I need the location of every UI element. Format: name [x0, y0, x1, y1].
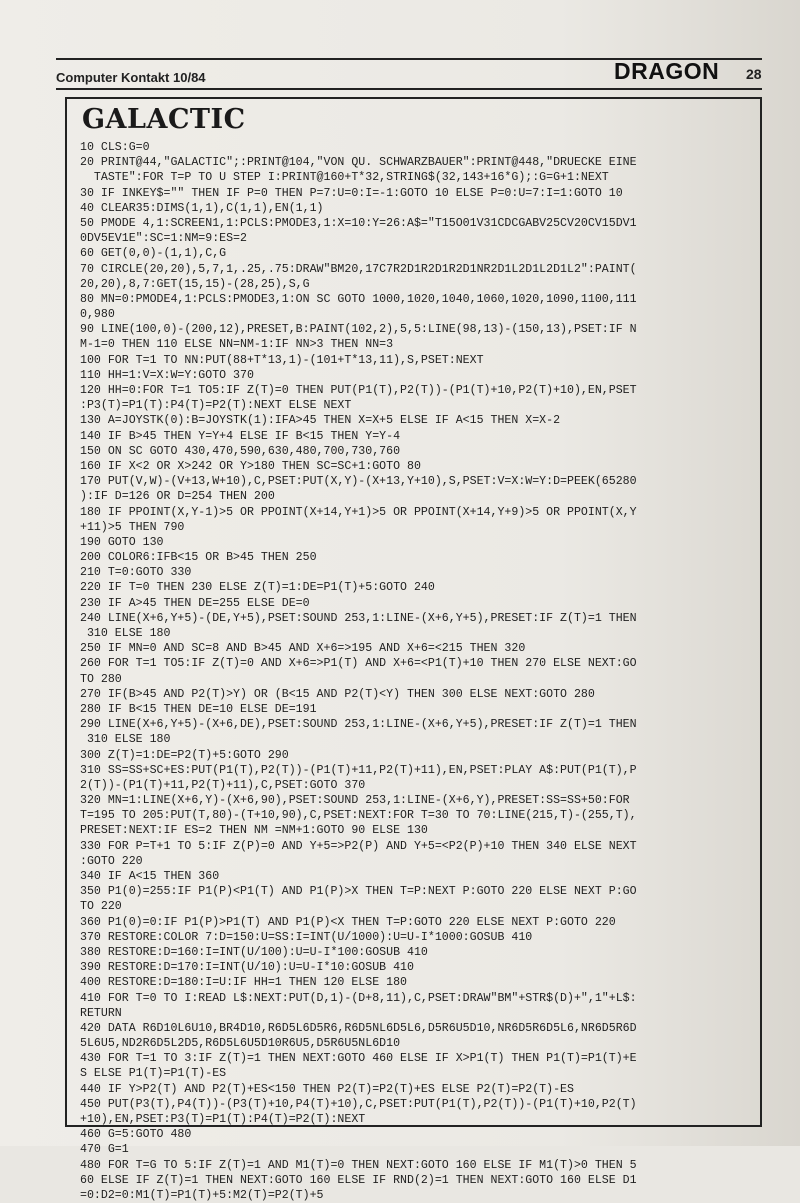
- code-line: ):IF D=126 OR D=254 THEN 200: [80, 490, 275, 504]
- code-line: 160 IF X<2 OR X>242 OR Y>180 THEN SC=SC+1:GOTO 80: [80, 459, 421, 473]
- code-line: 360 P1(0)=0:IF P1(P)>P1(T) AND P1(P)<X THEN T=P:GOTO 220 ELSE NEXT P:GOTO 220: [80, 915, 616, 929]
- code-line: 270 IF(B>45 AND P2(T)>Y) OR (B<15 AND P2(T)<Y) THEN 300 ELSE NEXT:GOTO 280: [80, 687, 595, 701]
- code-line: TO 220: [80, 900, 122, 914]
- code-line: PRESET:NEXT:IF ES=2 THEN NM =NM+1:GOTO 90 ELSE 130: [80, 824, 428, 838]
- code-line: 150 ON SC GOTO 430,470,590,630,480,700,730,760: [80, 444, 401, 458]
- header-rule-bottom: [56, 88, 762, 90]
- code-line: 40 CLEAR35:DIMS(1,1),C(1,1),EN(1,1): [80, 201, 324, 215]
- listing-title: GALACTIC: [82, 104, 246, 135]
- code-line: 0DV5EV1E":SC=1:NM=9:ES=2: [80, 232, 247, 246]
- code-line: 180 IF PPOINT(X,Y-1)>5 OR PPOINT(X+14,Y+1)>5 OR PPOINT(X+14,Y+9)>5 OR PPOINT(X,Y: [80, 505, 637, 519]
- code-line: 250 IF MN=0 AND SC=8 AND B>45 AND X+6=>195 AND X+6=<215 THEN 320: [80, 642, 526, 656]
- code-line: M-1=0 THEN 110 ELSE NN=NM-1:IF NN>3 THEN NN=3: [80, 338, 394, 352]
- code-line: 220 IF T=0 THEN 230 ELSE Z(T)=1:DE=P1(T)+5:GOTO 240: [80, 581, 435, 595]
- code-line: 240 LINE(X+6,Y+5)-(DE,Y+5),PSET:SOUND 253,1:LINE-(X+6,Y+5),PRESET:IF Z(T)=1 THEN: [80, 611, 637, 625]
- program-listing: [80, 140, 748, 1203]
- code-line: 470 G=1: [80, 1143, 129, 1157]
- code-line: 120 HH=0:FOR T=1 TO5:IF Z(T)=0 THEN PUT(P1(T),P2(T))-(P1(T)+10,P2(T)+10),EN,PSET: [80, 384, 637, 397]
- section-brand: DRAGON: [614, 58, 720, 84]
- code-line: :P3(T)=P1(T):P4(T)=P2(T):NEXT ELSE NEXT: [80, 399, 352, 413]
- code-line: 310 ELSE 180: [80, 733, 171, 747]
- code-line: +10),EN,PSET:P3(T)=P1(T):P4(T)=P2(T):NEXT: [80, 1113, 366, 1126]
- code-line: 290 LINE(X+6,Y+5)-(X+6,DE),PSET:SOUND 253,1:LINE-(X+6,Y+5),PRESET:IF Z(T)=1 THEN: [80, 718, 637, 732]
- code-line: 200 COLOR6:IFB<15 OR B>45 THEN 250: [80, 551, 317, 565]
- code-line: 5L6U5,ND2R6D5L2D5,R6D5L6U5D10R6U5,D5R6U5NL6D10: [80, 1037, 401, 1051]
- code-line: 50 PMODE 4,1:SCREEN1,1:PCLS:PMODE3,1:X=10:Y=26:A$="T15O01V31CDCGABV25CV20CV15DV1: [80, 216, 637, 230]
- code-line: 190 GOTO 130: [80, 535, 164, 549]
- code-line: =0:D2=0:M1(T)=P1(T)+5:M2(T)=P2(T)+5: [80, 1188, 324, 1202]
- code-line: 0,980: [80, 308, 115, 322]
- code-line: 440 IF Y>P2(T) AND P2(T)+ES<150 THEN P2(T)=P2(T)+ES ELSE P2(T)=P2(T)-ES: [80, 1082, 574, 1096]
- code-line: 300 Z(T)=1:DE=P2(T)+5:GOTO 290: [80, 748, 289, 762]
- code-line: 70 CIRCLE(20,20),5,7,1,.25,.75:DRAW"BM20,17C7R2D1R2D1R2D1NR2D1L2D1L2D1L2":PAINT(: [80, 262, 637, 276]
- code-line: 2(T))-(P1(T)+11,P2(T)+11),C,PSET:GOTO 370: [80, 778, 366, 792]
- code-line: 130 A=JOYSTK(0):B=JOYSTK(1):IFA>45 THEN X=X+5 ELSE IF A<15 THEN X=X-2: [80, 414, 561, 428]
- code-line: 410 FOR T=0 TO I:READ L$:NEXT:PUT(D,1)-(D+8,11),C,PSET:DRAW"BM"+STR$(D)+",1"+L$:: [80, 991, 637, 1005]
- code-line: 420 DATA R6D10L6U10,BR4D10,R6D5L6D5R6,R6D5NL6D5L6,D5R6U5D10,NR6D5R6D5L6,NR6D5R6D: [80, 1021, 637, 1035]
- code-line: 140 IF B>45 THEN Y=Y+4 ELSE IF B<15 THEN Y=Y-4: [80, 429, 401, 443]
- code-line: S ELSE P1(T)=P1(T)-ES: [80, 1067, 227, 1081]
- code-line: 330 FOR P=T+1 TO 5:IF Z(P)=0 AND Y+5=>P2(P) AND Y+5=<P2(P)+10 THEN 340 ELSE NEXT: [80, 839, 637, 853]
- code-line: 20 PRINT@44,"GALACTIC";:PRINT@104,"VON QU. SCHWARZBAUER":PRINT@448,"DRUECKE EINE: [80, 156, 637, 170]
- code-line: 370 RESTORE:COLOR 7:D=150:U=SS:I=INT(U/1000):U=U-I*1000:GOSUB 410: [80, 930, 533, 944]
- code-line: 390 RESTORE:D=170:I=INT(U/10):U=U-I*10:GOSUB 410: [80, 961, 414, 975]
- code-line: 20,20),8,7:GET(15,15)-(28,25),S,G: [80, 277, 310, 291]
- code-line: 280 IF B<15 THEN DE=10 ELSE DE=191: [80, 702, 317, 716]
- code-line: 260 FOR T=1 TO5:IF Z(T)=0 AND X+6=>P1(T) AND X+6=<P1(T)+10 THEN 270 ELSE NEXT:GO: [80, 657, 637, 671]
- magazine-issue: Computer Kontakt 10/84: [56, 70, 206, 85]
- code-line: 30 IF INKEY$="" THEN IF P=0 THEN P=7:U=0:I=-1:GOTO 10 ELSE P=0:U=7:I=1:GOTO 10: [80, 186, 623, 200]
- code-line: 450 PUT(P3(T),P4(T))-(P3(T)+10,P4(T)+10),C,PSET:PUT(P1(T),P2(T))-(P1(T)+10,P2(T): [80, 1097, 637, 1111]
- code-line: 430 FOR T=1 TO 3:IF Z(T)=1 THEN NEXT:GOTO 460 ELSE IF X>P1(T) THEN P1(T)=P1(T)+E: [80, 1052, 637, 1066]
- code-line: 10 CLS:G=0: [80, 141, 150, 154]
- code-line: +11)>5 THEN 790: [80, 520, 185, 534]
- code-line: 110 HH=1:V=X:W=Y:GOTO 370: [80, 368, 254, 382]
- code-line: T=195 TO 205:PUT(T,80)-(T+10,90),C,PSET:NEXT:FOR T=30 TO 70:LINE(215,T)-(255,T),: [80, 809, 637, 823]
- code-line: 480 FOR T=G TO 5:IF Z(T)=1 AND M1(T)=0 THEN NEXT:GOTO 160 ELSE IF M1(T)>0 THEN 5: [80, 1158, 637, 1172]
- code-line: 90 LINE(100,0)-(200,12),PRESET,B:PAINT(102,2),5,5:LINE(98,13)-(150,13),PSET:IF N: [80, 323, 637, 337]
- code-line: 380 RESTORE:D=160:I=INT(U/100):U=U-I*100:GOSUB 410: [80, 945, 428, 959]
- code-line: :GOTO 220: [80, 854, 143, 868]
- code-line: TO 280: [80, 672, 122, 686]
- code-line: 320 MN=1:LINE(X+6,Y)-(X+6,90),PSET:SOUND 253,1:LINE-(X+6,Y),PRESET:SS=SS+50:FOR: [80, 794, 630, 808]
- code-line: 80 MN=0:PMODE4,1:PCLS:PMODE3,1:ON SC GOTO 1000,1020,1040,1060,1020,1090,1100,111: [80, 292, 637, 306]
- code-line: 400 RESTORE:D=180:I=U:IF HH=1 THEN 120 ELSE 180: [80, 976, 407, 990]
- code-line: RETURN: [80, 1006, 122, 1020]
- code-line: 100 FOR T=1 TO NN:PUT(88+T*13,1)-(101+T*13,11),S,PSET:NEXT: [80, 353, 484, 367]
- code-line: 460 G=5:GOTO 480: [80, 1128, 192, 1142]
- code-line: 310 SS=SS+SC+ES:PUT(P1(T),P2(T))-(P1(T)+11,P2(T)+11),EN,PSET:PLAY A$:PUT(P1(T),P: [80, 763, 637, 777]
- code-line: 60 GET(0,0)-(1,1),C,G: [80, 247, 227, 261]
- code-line: 170 PUT(V,W)-(V+13,W+10),C,PSET:PUT(X,Y)-(X+13,Y+10),S,PSET:V=X:W=Y:D=PEEK(65280: [80, 475, 637, 489]
- code-line: 60 ELSE IF Z(T)=1 THEN NEXT:GOTO 160 ELSE IF RND(2)=1 THEN NEXT:GOTO 160 ELSE D1: [80, 1173, 637, 1187]
- code-line: 230 IF A>45 THEN DE=255 ELSE DE=0: [80, 596, 310, 610]
- code-line: 210 T=0:GOTO 330: [80, 566, 192, 580]
- page-number: 28: [746, 66, 762, 82]
- code-line: 340 IF A<15 THEN 360: [80, 870, 220, 883]
- code-line: TASTE":FOR T=P TO U STEP I:PRINT@160+T*32,STRING$(32,143+16*G);:G=G+1:NEXT: [80, 171, 609, 185]
- code-line: 350 P1(0)=255:IF P1(P)<P1(T) AND P1(P)>X THEN T=P:NEXT P:GOTO 220 ELSE NEXT P:GO: [80, 885, 637, 899]
- code-line: 310 ELSE 180: [80, 627, 171, 640]
